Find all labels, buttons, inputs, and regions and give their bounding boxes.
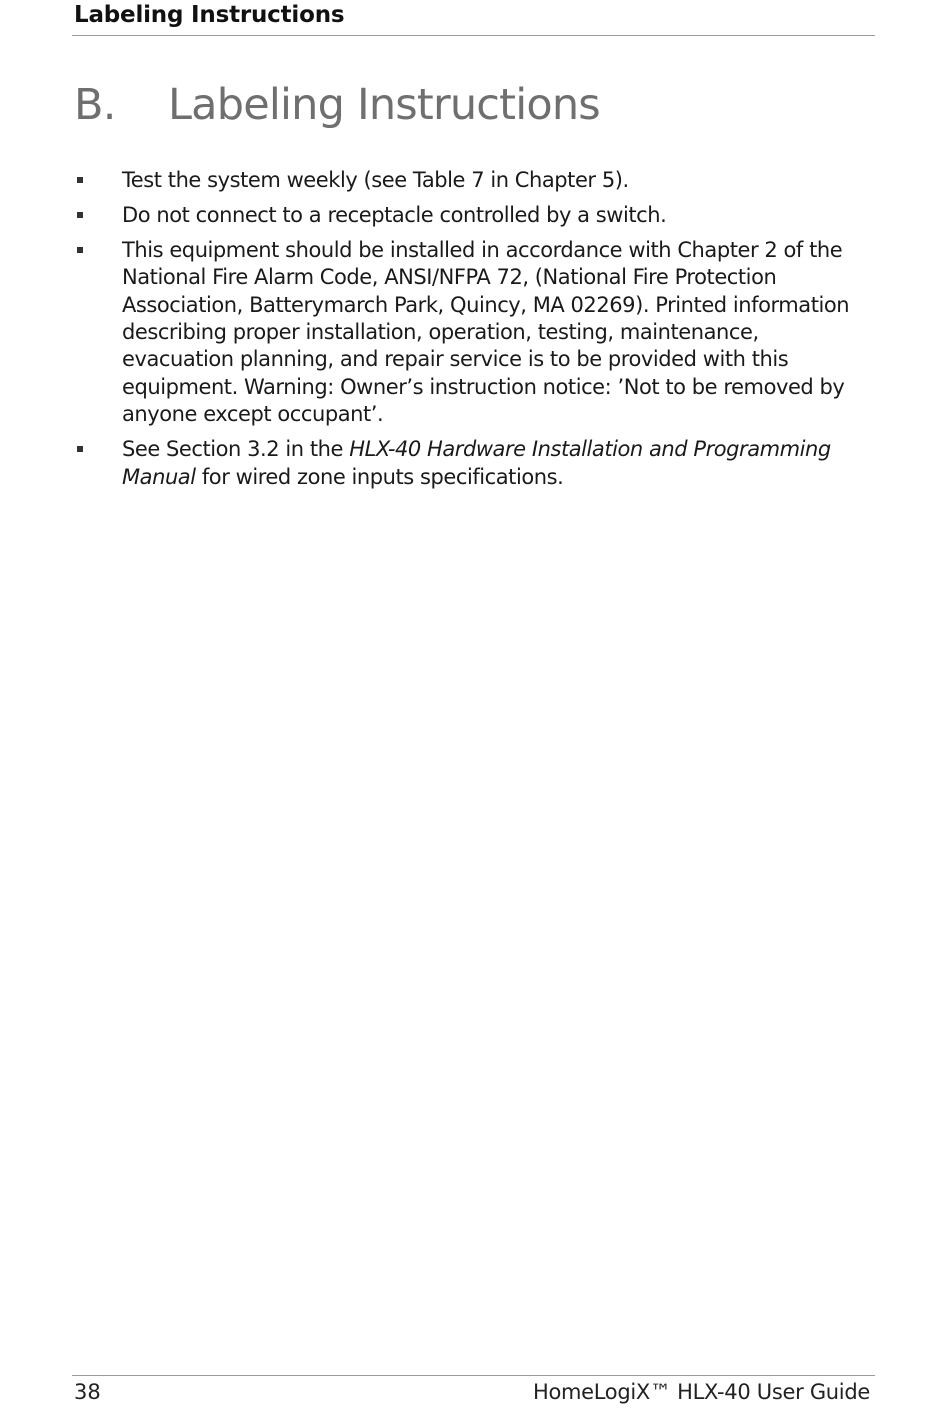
square-bullet-icon [77, 212, 83, 218]
list-item [0, 237, 874, 429]
section-letter: B. [74, 80, 116, 130]
list-item-text: Test the system weekly (see Table 7 in Chapter 5). [122, 168, 629, 192]
section-title: Labeling Instructions [168, 80, 600, 130]
manual-title-reference: HLX-40 Hardware Installation and Programming Manual [122, 437, 831, 489]
square-bullet-icon [77, 446, 83, 452]
square-bullet-icon [77, 177, 83, 183]
footer-document-title: HomeLogiX™ HLX-40 User Guide [532, 1380, 870, 1404]
running-header-title: Labeling Instructions [74, 2, 345, 28]
list-item-text: Do not connect to a receptacle controlled by a switch. [122, 202, 667, 227]
list-item-text-after: for wired zone inputs specifications. [195, 464, 564, 489]
square-bullet-icon [77, 247, 83, 253]
page-number: 38 [74, 1380, 101, 1404]
list-item-text-before: See Section 3.2 in the [122, 437, 350, 462]
list-item [0, 202, 874, 229]
list-item [0, 436, 874, 491]
section-heading [74, 80, 600, 130]
list-item-text: This equipment should be installed in accordance with Chapter 2 of the National Fire Alarm Code, ANSI/NFPA 72, (National Fire Protection Association, Batterymarch Park, Quincy, MA 02269). Printed information describing proper installation, operation, testing, maintenance, evacuation planning, and repair service is to be provided with this equipment. Warning: Owner’s instruction notice: ’Not to be removed by anyone except occupant’. [122, 237, 850, 427]
list-item [0, 167, 874, 194]
footer-divider [72, 1375, 875, 1376]
instruction-list [0, 167, 950, 498]
header-divider [72, 35, 875, 36]
